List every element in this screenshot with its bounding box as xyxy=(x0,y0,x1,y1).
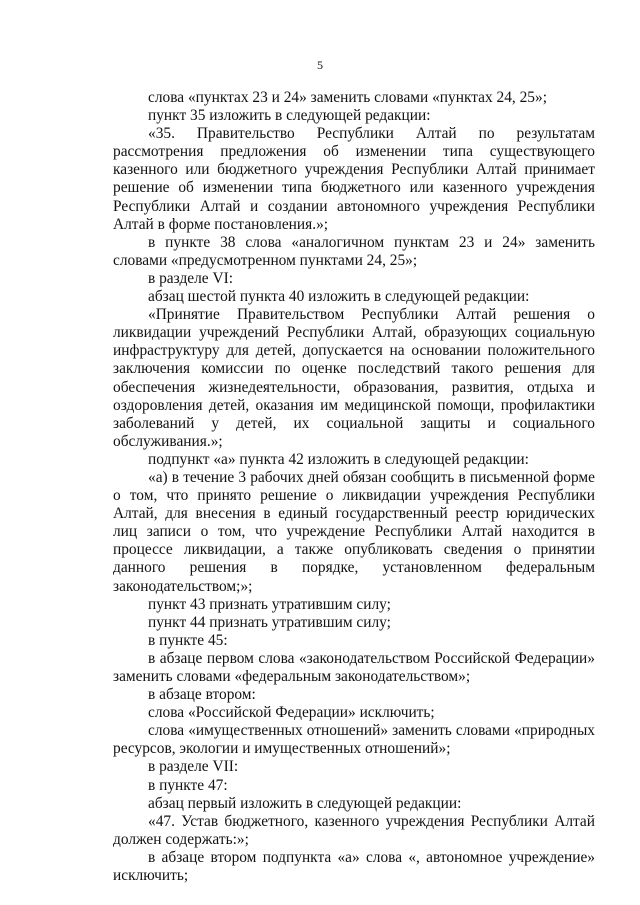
paragraph: в разделе VII: xyxy=(148,758,239,776)
paragraph: слова «пунктах 23 и 24» заменить словами «пунктах 24, 25»; xyxy=(148,89,547,106)
paragraph: слова «имущественных отношений» заменить словами «природных ресурсов, экологии и имущественных отношений»; xyxy=(113,722,595,758)
paragraph: абзац шестой пункта 40 изложить в следующей редакции: xyxy=(148,288,530,306)
paragraph: в абзаце втором подпункта «а» слова «, автономное учреждение» исключить; xyxy=(113,848,595,885)
paragraph: «35. Правительство Республики Алтай по результатам рассмотрения предложения об изменении типа существующего казенного или бюджетного учреждения Республики Алтай принимает решение об изменении типа бюджетного или казенного учреждения Республики Алтай и создании автономного учреждения Республики Алтай в форме постановления.»; xyxy=(113,125,595,233)
paragraph: «Принятие Правительством Республики Алтай решения о ликвидации учреждений Республики Алтай, образующих социальную инфраструктуру для детей, допускается на основании положительного заключения комиссии по оценке последствий такого решения для обеспечения жизнедеятельности, образования, развития, отдыха и оздоровления детей, оказания им медицинской помощи, профилактики заболеваний у детей, их социальной защиты и социального обслуживания.»; xyxy=(113,306,595,450)
paragraph: в пункте 38 слова «аналогичном пунктам 23 и 24» заменить словами «предусмотренном пунктами 24, 25»; xyxy=(113,233,595,269)
paragraph: в абзаце первом слова «законодательством Российской Федерации» заменить словами «федеральным законодательством»; xyxy=(113,649,595,685)
paragraph: в пункте 47: xyxy=(148,776,228,794)
paragraph: слова «Российской Федерации» исключить; xyxy=(148,704,435,722)
paragraph: «47. Устав бюджетного, казенного учреждения Республики Алтай должен содержать:»; xyxy=(113,812,595,848)
document-body xyxy=(113,89,595,885)
page-number: 5 xyxy=(317,58,323,72)
paragraph: в разделе VI: xyxy=(148,269,233,287)
paragraph: подпункт «а» пункта 42 изложить в следующей редакции: xyxy=(148,450,529,468)
paragraph: пункт 35 изложить в следующей редакции: xyxy=(148,107,431,125)
paragraph: абзац первый изложить в следующей редакции: xyxy=(148,794,462,812)
paragraph: «а) в течение 3 рабочих дней обязан сообщить в письменной форме о том, что принято решение о ликвидации учреждения Республики Алтай, для внесения в единый государственный реестр юридических лиц записи о том, что учреждение Республики Алтай находится в процессе ликвидации, а также опубликовать сведения о принятии данного решения в порядке, установленном федеральным законодательством;»; xyxy=(113,468,595,595)
paragraph: в абзаце втором: xyxy=(148,686,256,704)
paragraph: пункт 43 признать утратившим силу; xyxy=(148,595,391,613)
paragraph: пункт 44 признать утратившим силу; xyxy=(148,613,391,631)
paragraph: в пункте 45: xyxy=(148,631,228,649)
